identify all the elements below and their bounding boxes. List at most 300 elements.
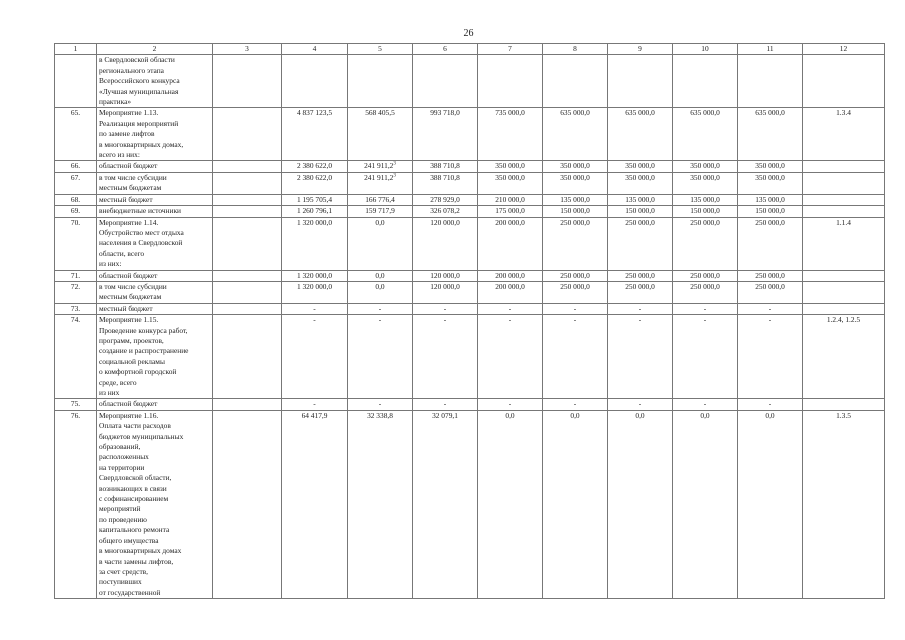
cell-text: 350 000,0 xyxy=(495,172,525,182)
table-row xyxy=(55,194,885,205)
value-cell xyxy=(608,194,673,205)
row-number xyxy=(55,194,97,205)
value-cell xyxy=(738,410,803,598)
value-cell xyxy=(803,315,885,399)
value-cell xyxy=(543,161,608,172)
value-cell xyxy=(478,315,543,399)
cell-text: 278 929,0 xyxy=(430,194,460,204)
cell-text: - xyxy=(508,399,512,409)
cell-text: 250 000,0 xyxy=(690,270,720,280)
value-cell xyxy=(608,399,673,410)
cell-text: - xyxy=(768,315,772,325)
cell-text: 250 000,0 xyxy=(690,281,720,291)
value-cell xyxy=(213,161,282,172)
cell-text: 64 417,9 xyxy=(301,410,328,420)
label-text: областной бюджет xyxy=(99,399,158,409)
cell-text: - xyxy=(378,315,382,325)
table-row xyxy=(55,55,885,108)
cell-text: 1 320 000,0 xyxy=(296,217,333,227)
cell-text: 166 776,4 xyxy=(365,194,395,204)
row-label xyxy=(97,303,213,314)
value-cell xyxy=(413,217,478,270)
cell-text: 210 000,0 xyxy=(495,194,525,204)
cell-text: 0,0 xyxy=(375,217,385,227)
table-row xyxy=(55,303,885,314)
cell-text: 350 000,0 xyxy=(560,172,590,182)
cell-text: 388 710,8 xyxy=(430,161,460,171)
label-text: Мероприятие 1.16. Оплата части расходов бюджетов муниципальных образований, расположенных на территории Свердловской области, возникающих в связи с софинансированием мероприятий по проведению капитального ремонта общего имущества в многоквартирных домах в части замены лифтов, за счет средств, поступивших от государственной xyxy=(99,410,184,597)
value-cell xyxy=(673,108,738,161)
label-text: местный бюджет xyxy=(99,194,153,204)
value-cell xyxy=(803,303,885,314)
cell-text: 69. xyxy=(70,206,81,216)
cell-text: 635 000,0 xyxy=(560,108,590,118)
cell-text: 4 837 123,5 xyxy=(296,108,333,118)
value-cell xyxy=(608,206,673,217)
cell-text: 0,0 xyxy=(570,410,580,420)
label-text: местный бюджет xyxy=(99,303,153,313)
cell-text: 0,0 xyxy=(505,410,515,420)
value-cell xyxy=(478,172,543,194)
value-cell xyxy=(413,315,478,399)
column-number: 12 xyxy=(803,44,885,55)
row-number xyxy=(55,270,97,281)
value-cell xyxy=(213,410,282,598)
value-cell xyxy=(282,206,348,217)
row-number xyxy=(55,399,97,410)
column-number: 6 xyxy=(413,44,478,55)
cell-text: 135 000,0 xyxy=(625,194,655,204)
cell-text: 250 000,0 xyxy=(560,217,590,227)
value-cell xyxy=(608,410,673,598)
value-cell xyxy=(213,194,282,205)
label-text: в том числе субсидии местным бюджетам xyxy=(99,281,167,302)
value-cell xyxy=(282,270,348,281)
footnote-mark: 3 xyxy=(393,162,396,167)
value-cell xyxy=(413,303,478,314)
value-cell xyxy=(213,206,282,217)
cell-text: 241 911,2 xyxy=(364,172,394,182)
value-cell xyxy=(478,410,543,598)
value-cell xyxy=(282,281,348,303)
label-text: областной бюджет xyxy=(99,270,158,280)
cell-text: - xyxy=(638,315,642,325)
value-cell xyxy=(478,270,543,281)
value-cell xyxy=(282,315,348,399)
value-cell xyxy=(608,108,673,161)
value-cell xyxy=(673,217,738,270)
cell-text: 250 000,0 xyxy=(625,217,655,227)
row-label xyxy=(97,315,213,399)
value-cell xyxy=(543,108,608,161)
value-cell xyxy=(348,303,413,314)
budget-table xyxy=(54,43,885,599)
row-label xyxy=(97,270,213,281)
label-text: в Свердловской области регионального этапа Всероссийского конкурса «Лучшая муниципальная практика» xyxy=(99,55,180,107)
value-cell xyxy=(738,281,803,303)
value-cell xyxy=(348,217,413,270)
value-cell xyxy=(738,55,803,108)
value-cell xyxy=(282,303,348,314)
cell-text: 175 000,0 xyxy=(495,206,525,216)
column-number: 11 xyxy=(738,44,803,55)
cell-text: - xyxy=(573,399,577,409)
value-cell xyxy=(348,399,413,410)
value-cell xyxy=(478,206,543,217)
value-cell xyxy=(413,55,478,108)
cell-text: 250 000,0 xyxy=(560,281,590,291)
row-label xyxy=(97,161,213,172)
value-cell xyxy=(348,108,413,161)
cell-text: - xyxy=(638,303,642,313)
cell-text: 1.3.4 xyxy=(836,108,851,118)
value-cell xyxy=(803,172,885,194)
table-row xyxy=(55,410,885,598)
cell-text: 350 000,0 xyxy=(560,161,590,171)
cell-text: 73. xyxy=(70,303,81,313)
cell-text: 1.1.4 xyxy=(836,217,851,227)
value-cell xyxy=(543,55,608,108)
table-row xyxy=(55,270,885,281)
cell-text: - xyxy=(313,303,316,313)
cell-text: 635 000,0 xyxy=(690,108,720,118)
value-cell xyxy=(413,108,478,161)
value-cell xyxy=(348,270,413,281)
column-number: 10 xyxy=(673,44,738,55)
value-cell xyxy=(608,217,673,270)
column-number: 9 xyxy=(608,44,673,55)
row-label xyxy=(97,399,213,410)
cell-text: 72. xyxy=(70,281,81,291)
row-number xyxy=(55,410,97,598)
value-cell xyxy=(608,270,673,281)
cell-text: - xyxy=(443,303,447,313)
value-cell xyxy=(213,108,282,161)
value-cell xyxy=(543,194,608,205)
value-cell xyxy=(213,281,282,303)
cell-text: 1.3.5 xyxy=(836,410,851,420)
row-number xyxy=(55,281,97,303)
cell-text: 67. xyxy=(70,172,81,182)
cell-text: 120 000,0 xyxy=(430,281,460,291)
cell-text: 350 000,0 xyxy=(690,161,720,171)
value-cell xyxy=(803,410,885,598)
cell-text: 200 000,0 xyxy=(495,270,525,280)
cell-text: 70. xyxy=(70,217,81,227)
cell-text: 76. xyxy=(70,410,81,420)
value-cell xyxy=(413,172,478,194)
value-cell xyxy=(738,108,803,161)
row-label xyxy=(97,194,213,205)
value-cell xyxy=(478,281,543,303)
cell-text: 200 000,0 xyxy=(495,281,525,291)
cell-text: 250 000,0 xyxy=(625,270,655,280)
cell-text: - xyxy=(703,315,707,325)
cell-text: 350 000,0 xyxy=(495,161,525,171)
value-cell xyxy=(543,303,608,314)
column-number-row xyxy=(55,44,885,55)
label-text: Мероприятие 1.15. Проведение конкурса работ, программ, проектов, создание и распространение социальной рекламы о комфортной городской среде, всего из них xyxy=(99,315,189,397)
value-cell xyxy=(478,303,543,314)
value-cell xyxy=(413,281,478,303)
row-label xyxy=(97,410,213,598)
cell-text: 0,0 xyxy=(700,410,710,420)
value-cell xyxy=(608,315,673,399)
cell-text: 32 338,8 xyxy=(367,410,393,420)
cell-text: 1 195 705,4 xyxy=(296,194,333,204)
cell-text: 635 000,0 xyxy=(625,108,655,118)
value-cell xyxy=(478,108,543,161)
value-cell xyxy=(608,172,673,194)
value-cell xyxy=(213,172,282,194)
cell-text: - xyxy=(378,399,382,409)
cell-text: - xyxy=(768,303,772,313)
value-cell xyxy=(348,206,413,217)
value-cell xyxy=(213,303,282,314)
value-cell xyxy=(543,206,608,217)
value-cell xyxy=(673,194,738,205)
value-cell xyxy=(738,217,803,270)
cell-text: 326 078,2 xyxy=(430,206,460,216)
value-cell xyxy=(673,161,738,172)
cell-text: 350 000,0 xyxy=(755,172,785,182)
cell-text: 159 717,9 xyxy=(365,206,395,216)
row-number xyxy=(55,206,97,217)
cell-text: 135 000,0 xyxy=(560,194,590,204)
label-text: областной бюджет xyxy=(99,161,158,171)
value-cell xyxy=(608,303,673,314)
cell-text: 735 000,0 xyxy=(495,108,525,118)
cell-text: 350 000,0 xyxy=(755,161,785,171)
value-cell xyxy=(673,399,738,410)
table-row xyxy=(55,281,885,303)
label-text: Мероприятие 1.13. Реализация мероприятий по замене лифтов в многоквартирных домах, всего из них: xyxy=(99,108,184,160)
label-text: Мероприятие 1.14. Обустройство мест отдыха населения в Свердловской области, всего из них: xyxy=(99,217,184,269)
cell-text: 120 000,0 xyxy=(430,270,460,280)
value-cell xyxy=(608,55,673,108)
table-row xyxy=(55,108,885,161)
table-row xyxy=(55,206,885,217)
cell-text: 250 000,0 xyxy=(755,217,785,227)
value-cell xyxy=(478,194,543,205)
cell-text: 350 000,0 xyxy=(690,172,720,182)
cell-text: - xyxy=(703,399,707,409)
value-cell xyxy=(478,161,543,172)
value-cell xyxy=(738,303,803,314)
cell-text: 635 000,0 xyxy=(755,108,785,118)
value-cell xyxy=(213,270,282,281)
cell-text: 65. xyxy=(70,108,81,118)
value-cell xyxy=(282,217,348,270)
value-cell xyxy=(803,399,885,410)
value-cell xyxy=(543,315,608,399)
value-cell xyxy=(282,399,348,410)
cell-text: 150 000,0 xyxy=(560,206,590,216)
cell-text: 250 000,0 xyxy=(755,270,785,280)
cell-text: 135 000,0 xyxy=(755,194,785,204)
value-cell xyxy=(478,217,543,270)
cell-text: 150 000,0 xyxy=(690,206,720,216)
value-cell xyxy=(543,410,608,598)
value-cell xyxy=(348,410,413,598)
cell-text: 150 000,0 xyxy=(625,206,655,216)
cell-text: - xyxy=(508,303,512,313)
column-number: 7 xyxy=(478,44,543,55)
value-cell xyxy=(803,108,885,161)
row-number xyxy=(55,315,97,399)
row-number xyxy=(55,55,97,108)
cell-text: - xyxy=(573,315,577,325)
table-row xyxy=(55,399,885,410)
cell-text: 568 405,5 xyxy=(365,108,395,118)
value-cell xyxy=(543,217,608,270)
table-row xyxy=(55,172,885,194)
row-label xyxy=(97,217,213,270)
row-label xyxy=(97,108,213,161)
cell-text: 1 320 000,0 xyxy=(296,270,333,280)
table-row xyxy=(55,315,885,399)
value-cell xyxy=(803,161,885,172)
value-cell xyxy=(213,315,282,399)
value-cell xyxy=(282,194,348,205)
row-number xyxy=(55,108,97,161)
cell-text: 0,0 xyxy=(635,410,645,420)
value-cell xyxy=(543,399,608,410)
row-number xyxy=(55,172,97,194)
value-cell xyxy=(543,172,608,194)
cell-text: 71. xyxy=(70,270,81,280)
cell-text: 388 710,8 xyxy=(430,172,460,182)
value-cell xyxy=(413,410,478,598)
value-cell xyxy=(803,194,885,205)
cell-text: 2 380 622,0 xyxy=(296,161,333,171)
value-cell xyxy=(738,206,803,217)
cell-text: - xyxy=(638,399,642,409)
value-cell xyxy=(673,281,738,303)
value-cell xyxy=(738,172,803,194)
value-cell xyxy=(803,281,885,303)
table-row xyxy=(55,161,885,172)
cell-text: 66. xyxy=(70,161,81,171)
cell-text: 150 000,0 xyxy=(755,206,785,216)
cell-text: 135 000,0 xyxy=(690,194,720,204)
value-cell xyxy=(348,161,413,172)
cell-text: 0,0 xyxy=(765,410,775,420)
cell-text: 74. xyxy=(70,315,81,325)
value-cell xyxy=(673,410,738,598)
value-cell xyxy=(673,270,738,281)
cell-text: 2 380 622,0 xyxy=(296,172,333,182)
cell-text: - xyxy=(313,315,316,325)
value-cell xyxy=(478,55,543,108)
value-cell xyxy=(282,410,348,598)
label-text: в том числе субсидии местным бюджетам xyxy=(99,172,167,193)
value-cell xyxy=(673,172,738,194)
cell-text: - xyxy=(573,303,577,313)
value-cell xyxy=(348,194,413,205)
cell-text: 200 000,0 xyxy=(495,217,525,227)
value-cell xyxy=(348,172,413,194)
column-number: 3 xyxy=(213,44,282,55)
cell-text: 0,0 xyxy=(375,281,385,291)
value-cell xyxy=(543,281,608,303)
value-cell xyxy=(282,161,348,172)
cell-text: 1 320 000,0 xyxy=(296,281,333,291)
cell-text: 250 000,0 xyxy=(560,270,590,280)
column-number: 2 xyxy=(97,44,213,55)
cell-text: 75. xyxy=(70,399,81,409)
cell-text: 241 911,2 xyxy=(364,161,394,171)
value-cell xyxy=(413,194,478,205)
value-cell xyxy=(543,270,608,281)
page-number: 26 xyxy=(463,28,474,39)
value-cell xyxy=(673,303,738,314)
column-number: 1 xyxy=(55,44,97,55)
row-number xyxy=(55,217,97,270)
value-cell xyxy=(213,399,282,410)
cell-text: 1 260 796,1 xyxy=(296,206,333,216)
cell-text: - xyxy=(378,303,382,313)
cell-text: - xyxy=(508,315,512,325)
cell-text: - xyxy=(313,399,316,409)
value-cell xyxy=(608,281,673,303)
value-cell xyxy=(348,55,413,108)
cell-text: 250 000,0 xyxy=(755,281,785,291)
row-label xyxy=(97,55,213,108)
value-cell xyxy=(673,206,738,217)
footnote-mark: 3 xyxy=(393,173,396,179)
table-row xyxy=(55,217,885,270)
value-cell xyxy=(803,55,885,108)
value-cell xyxy=(282,172,348,194)
row-label xyxy=(97,206,213,217)
label-text: внебюджетные источники xyxy=(99,206,182,216)
value-cell xyxy=(803,206,885,217)
column-number: 5 xyxy=(348,44,413,55)
value-cell xyxy=(282,55,348,108)
row-label xyxy=(97,172,213,194)
cell-text: 120 000,0 xyxy=(430,217,460,227)
value-cell xyxy=(673,55,738,108)
value-cell xyxy=(413,270,478,281)
cell-text: 32 079,1 xyxy=(432,410,458,420)
value-cell xyxy=(413,161,478,172)
value-cell xyxy=(213,217,282,270)
value-cell xyxy=(738,315,803,399)
value-cell xyxy=(738,270,803,281)
row-label xyxy=(97,281,213,303)
value-cell xyxy=(413,399,478,410)
value-cell xyxy=(738,194,803,205)
value-cell xyxy=(413,206,478,217)
value-cell xyxy=(213,55,282,108)
value-cell xyxy=(738,161,803,172)
cell-text: 0,0 xyxy=(375,270,385,280)
column-number: 8 xyxy=(543,44,608,55)
value-cell xyxy=(803,217,885,270)
value-cell xyxy=(282,108,348,161)
cell-text: 350 000,0 xyxy=(625,161,655,171)
cell-text: - xyxy=(703,303,707,313)
cell-text: - xyxy=(443,315,447,325)
row-number xyxy=(55,161,97,172)
cell-text: 350 000,0 xyxy=(625,172,655,182)
cell-text: - xyxy=(443,399,447,409)
column-number: 4 xyxy=(282,44,348,55)
cell-text: 250 000,0 xyxy=(625,281,655,291)
cell-text: 68. xyxy=(70,194,81,204)
value-cell xyxy=(608,161,673,172)
